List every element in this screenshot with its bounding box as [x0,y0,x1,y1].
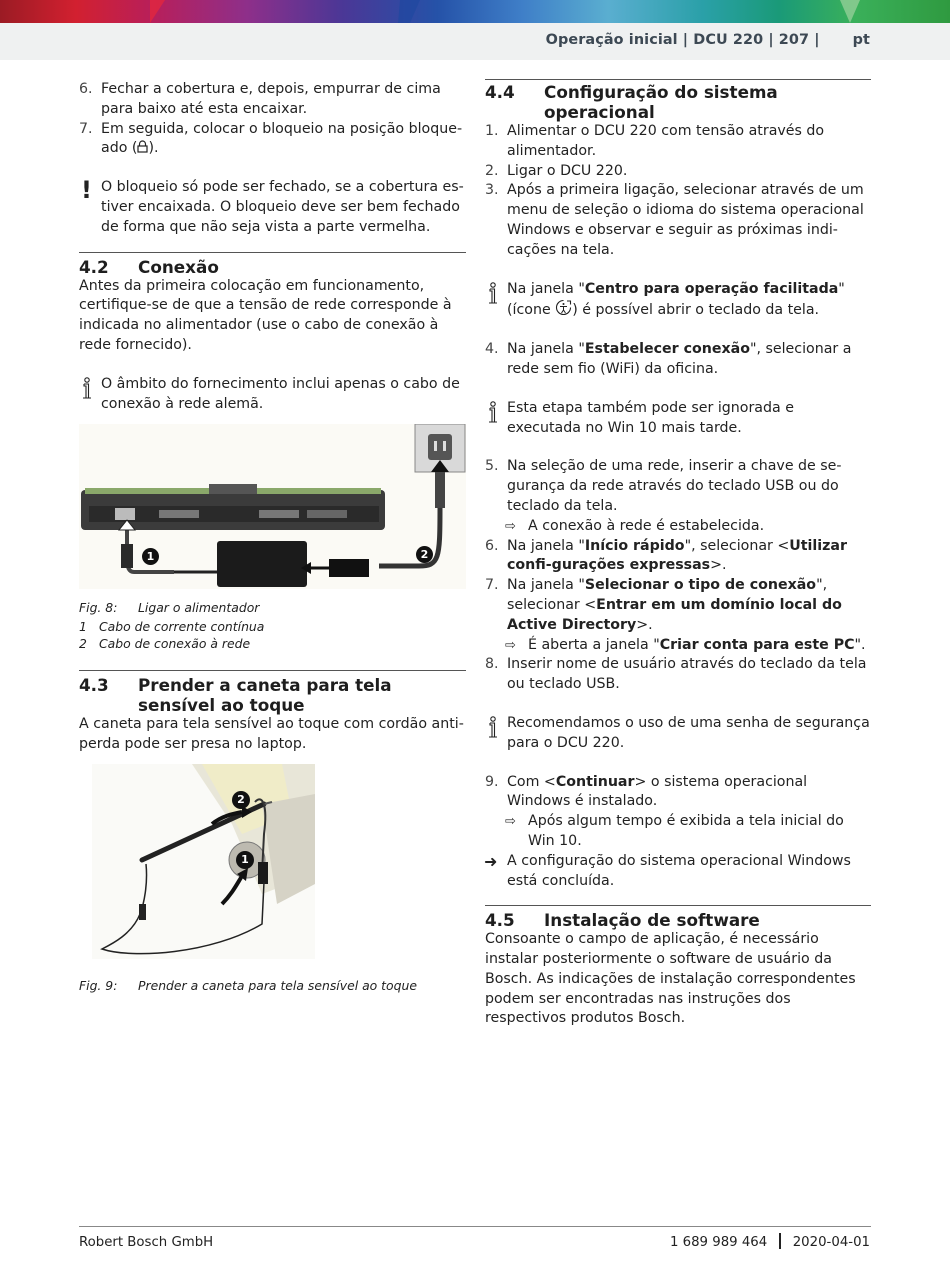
header-language: pt [852,32,870,48]
section-heading-4-3: 4.3 Prender a caneta para tela sensível ao toque [79,675,392,716]
left-column [79,80,466,994]
os-step-4: 4. Na janela "Estabelecer conexão", selecionar a rede sem fio (WiFi) da oficina. [485,341,852,377]
section-heading-4-2: 4.2 Conexão [79,256,219,277]
step-7: 7. Em seguida, colocar o bloqueio na posição bloque-ado ( ). [79,120,463,157]
os-step-7: 7. Na janela "Selecionar o tipo de conexão", selecionar <Entrar em um domínio local do Active Directory>. [485,577,842,633]
callout-1: 1 [142,548,159,565]
os-step-1: 1. Alimentar o DCU 220 com tensão através do alimentador. [485,123,825,159]
footer-date: 2020-04-01 [792,1235,870,1250]
ease-of-access-icon [555,299,572,316]
os-step-9-result: ⇨ Após algum tempo é exibida a tela inicial do Win 10. [505,813,844,849]
info-icon [486,282,500,306]
info-icon [486,716,500,740]
callout-2: 2 [416,546,433,563]
footer-company: Robert Bosch GmbH [79,1235,214,1250]
figure-8-caption: Fig. 8: Ligar o alimentador [79,600,260,616]
figure-9-stylus [92,764,315,959]
exclamation-icon: ! [81,176,92,205]
section-heading-4-4: 4.4 Configuração do sistema operacional [485,82,778,122]
footer-meta [670,1233,870,1253]
os-step-7-result: ⇨ É aberta a janela "Criar conta para este PC". [485,636,871,656]
info-note: O âmbito do fornecimento inclui apenas o cabo de conexão à rede alemã. [79,375,466,415]
step-6: 6. Fechar a cobertura e, depois, empurrar de cima para baixo até esta encaixar. [79,81,441,117]
figure-9-caption: Fig. 9: Prender a caneta para tela sensível ao toque [79,977,417,993]
footer-divider [79,1226,871,1227]
header-title: Operação inicial | DCU 220 | 207 | [545,32,820,48]
right-column [485,80,871,1029]
callout-2: 2 [232,791,250,809]
laptop-power-illustration [79,424,466,589]
info-note-ease-of-access: Na janela "Centro para operação facilitada" (ícone ) é possível abrir o teclado da tela. [485,280,871,322]
section-divider [79,670,466,671]
result-arrow-icon: ⇨ [505,518,516,534]
os-step-2: 2. Ligar o DCU 220. [485,162,628,179]
os-step-5-result: ⇨ A conexão à rede é estabelecida. [485,517,871,537]
warning-note: ! O bloqueio só pode ser fechado, se a cobertura es-tiver encaixada. O bloqueio deve ser bem fechado de forma que não seja vista a parte vermelha. [81,176,464,235]
os-step-6: 6. Na janela "Início rápido", selecionar <Utilizar confi-gurações expressas>. [485,537,847,574]
info-icon [80,377,94,401]
result-arrow-icon: ⇨ [505,637,516,653]
footer-separator [779,1233,781,1249]
final-arrow-icon: ➜ [484,851,498,871]
section-4-2-body: Antes da primeira colocação em funcionamento, certifique-se de que a tensão de rede corresponde à indicada no alimentador (use o cabo de conexão à rede fornecido). [79,277,452,353]
figure-8-legend-2: 2 Cabo de conexão à rede [79,636,251,652]
brand-color-bar [0,0,950,23]
figure-8-legend-1: 1 Cabo de corrente contínua [79,619,265,635]
section-heading-4-5: 4.5 Instalação de software [485,910,760,931]
running-header [546,31,870,51]
callout-1: 1 [236,851,254,869]
info-note-password: Recomendamos o uso de uma senha de segurança para o DCU 220. [485,714,871,754]
info-note-skip: Esta etapa também pode ser ignorada e executada no Win 10 mais tarde. [485,399,871,439]
section-4-5-body: Consoante o campo de aplicação, é necessário instalar posteriormente o software de usuário da Bosch. As indicações de instalação correspondentes podem ser encontradas nas instruções dos respectivos produtos Bosch. [485,931,856,1027]
section-divider [485,79,871,80]
os-step-5: 5. Na seleção de uma rede, inserir a chave de se-gurança da rede através do teclado USB ou do teclado da tela. [485,458,842,514]
section-divider [485,905,871,906]
os-step-9: 9. Com <Continuar> o sistema operacional Windows é instalado. [485,773,808,810]
section-divider [79,252,466,253]
lock-icon [137,140,148,153]
info-icon [486,401,500,425]
figure-8-power-supply [79,424,466,589]
final-result: ➜ A configuração do sistema operacional Windows está concluída. [484,851,851,889]
footer-doc-number: 1 689 989 464 [669,1235,768,1250]
section-4-3-body: A caneta para tela sensível ao toque com cordão anti-perda pode ser presa no laptop. [79,716,464,753]
result-arrow-icon: ⇨ [505,814,516,830]
os-step-8: 8. Inserir nome de usuário através do teclado da tela ou teclado USB. [485,656,867,693]
os-step-3: 3. Após a primeira ligação, selecionar através de um menu de seleção o idioma do sistema operacional Windows e observar e seguir as próximas indi-cações na tela. [485,182,864,258]
stylus-illustration [92,764,315,959]
